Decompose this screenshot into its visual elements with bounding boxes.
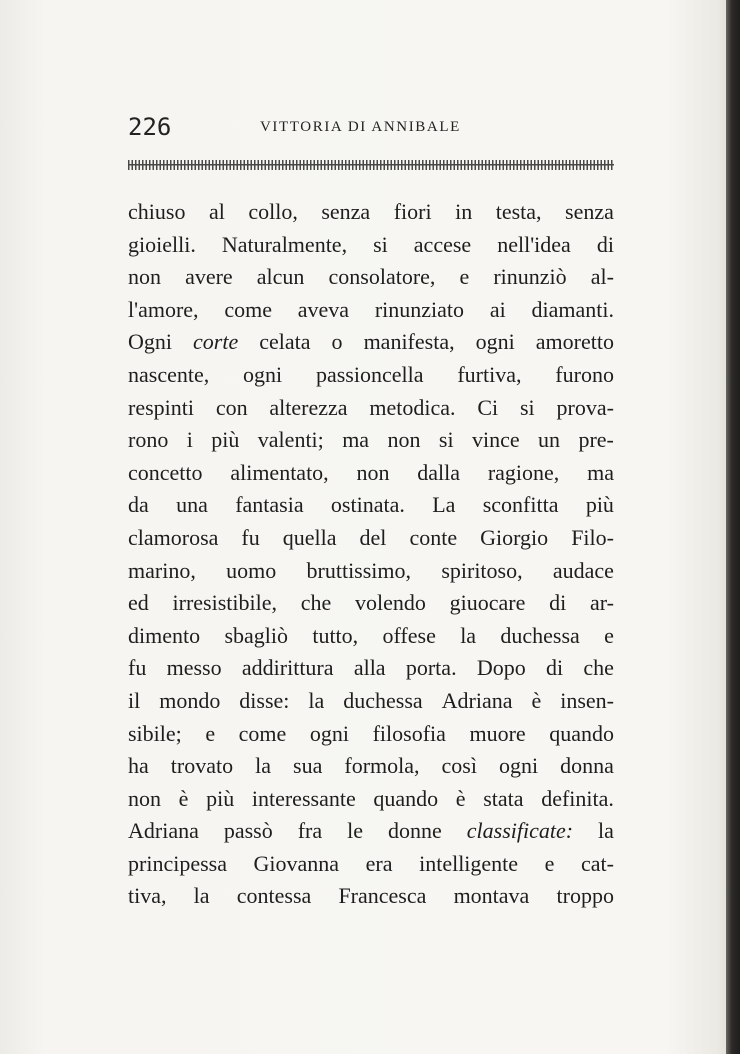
- word: accese: [413, 231, 472, 257]
- text-line: [128, 489, 614, 522]
- word: ha: [128, 753, 149, 779]
- word: e: [459, 264, 470, 290]
- word: diamanti.: [531, 296, 614, 322]
- word: fu: [128, 655, 147, 681]
- word: tutto,: [312, 622, 359, 648]
- word: nascente,: [128, 361, 210, 387]
- word: più: [206, 785, 235, 811]
- word: amoretto: [535, 329, 614, 355]
- word: interessante: [251, 785, 356, 811]
- word: uomo: [226, 557, 277, 583]
- word: passioncella: [315, 361, 424, 387]
- word: Ci: [477, 394, 499, 420]
- text-line: [128, 196, 614, 229]
- text-line: [128, 848, 614, 881]
- text-line: [128, 326, 614, 359]
- word: sconfitta: [482, 492, 559, 518]
- word: montava: [453, 883, 530, 909]
- text-line: [128, 718, 614, 751]
- word: la: [193, 883, 210, 909]
- word: filosofia: [372, 720, 446, 746]
- word: o: [331, 329, 343, 355]
- word: rono: [128, 427, 169, 453]
- word: la: [460, 622, 477, 648]
- word: tiva,: [128, 883, 167, 909]
- word: concetto: [128, 459, 203, 485]
- word: sua: [293, 753, 323, 779]
- word: offese: [382, 622, 436, 648]
- word: alimentato,: [230, 459, 329, 485]
- word: testa,: [495, 199, 542, 224]
- word: spiritoso,: [441, 557, 523, 583]
- word: con: [215, 394, 248, 420]
- word: La: [432, 492, 456, 518]
- word: furtiva,: [457, 361, 522, 387]
- word: alcun: [256, 264, 305, 290]
- word: è: [178, 785, 189, 811]
- word: ma: [342, 427, 370, 453]
- word: rinunziò: [493, 264, 567, 290]
- word: quando: [373, 785, 439, 811]
- word: e: [604, 622, 614, 648]
- word: ogni: [243, 361, 283, 387]
- word: conte: [409, 524, 458, 550]
- word: chiuso: [128, 199, 186, 224]
- word: ma: [587, 459, 614, 485]
- word: furono: [555, 361, 614, 387]
- word: ogni: [475, 329, 515, 355]
- word: corte: [193, 329, 239, 355]
- word: sibile;: [128, 720, 182, 746]
- word: senza: [321, 199, 371, 224]
- word: si: [519, 394, 535, 420]
- word: come: [224, 296, 272, 322]
- word: Ogni: [128, 329, 172, 355]
- word: di: [549, 590, 567, 616]
- page-edge-shadow: [726, 0, 740, 1054]
- word: al: [208, 199, 225, 224]
- word: ogni: [499, 753, 539, 779]
- word: insen-: [560, 687, 614, 713]
- word: avere: [185, 264, 233, 290]
- word: prova-: [556, 394, 614, 420]
- word: Dopo: [476, 655, 526, 681]
- word: era: [365, 850, 393, 876]
- word: fantasia: [235, 492, 304, 518]
- text-line: [128, 783, 614, 816]
- word: ed: [128, 590, 149, 616]
- word: donne: [388, 818, 442, 844]
- page-header: [128, 113, 614, 147]
- text-line: [128, 685, 614, 718]
- word: contessa: [236, 883, 312, 909]
- word: ar-: [589, 590, 614, 616]
- word: bruttissimo,: [306, 557, 412, 583]
- text-line: [128, 359, 614, 392]
- decorative-rule: [128, 160, 614, 170]
- word: come: [238, 720, 287, 746]
- word: fiori: [393, 199, 432, 224]
- word: Giovanna: [253, 850, 340, 876]
- word: formola,: [344, 753, 420, 779]
- word: da: [128, 492, 149, 518]
- word: più: [585, 492, 614, 518]
- word: si: [438, 427, 454, 453]
- word: la: [598, 818, 614, 844]
- word: di: [596, 231, 614, 257]
- word: nell'idea: [497, 231, 571, 257]
- word: senza: [565, 199, 614, 224]
- word: al-: [590, 264, 614, 290]
- word: non: [356, 459, 390, 485]
- text-line: [128, 652, 614, 685]
- word: gioielli.: [128, 231, 196, 257]
- text-line: [128, 620, 614, 653]
- word: in: [455, 199, 473, 224]
- word: e: [544, 850, 555, 876]
- word: giuocare: [449, 590, 526, 616]
- word: marino,: [128, 557, 196, 583]
- word: troppo: [556, 883, 614, 909]
- word: più: [211, 427, 240, 453]
- word: definita.: [541, 785, 614, 811]
- text-line: [128, 555, 614, 588]
- word: celata: [259, 329, 311, 355]
- word: l'amore,: [128, 296, 199, 322]
- word: irresistibile,: [172, 590, 277, 616]
- word: messo: [166, 655, 222, 681]
- word: volendo: [354, 590, 426, 616]
- text-line: [128, 261, 614, 294]
- text-line: [128, 587, 614, 620]
- word: addirittura: [241, 655, 334, 681]
- word: metodica.: [369, 394, 456, 420]
- word: si: [373, 231, 388, 257]
- word: dimento: [128, 622, 201, 648]
- word: Giorgio: [480, 524, 549, 550]
- word: intelligente: [419, 850, 519, 876]
- word: respinti: [128, 394, 194, 420]
- word: che: [300, 590, 332, 616]
- word: donna: [560, 753, 614, 779]
- word: sbagliò: [224, 622, 288, 648]
- text-line: [128, 457, 614, 490]
- word: di: [546, 655, 564, 681]
- body-text: [128, 196, 614, 913]
- word: la: [308, 687, 325, 713]
- word: Filo-: [571, 524, 614, 550]
- word: che: [583, 655, 614, 681]
- word: muore: [469, 720, 526, 746]
- word: passò: [223, 818, 273, 844]
- running-head: VITTORIA DI ANNIBALE: [260, 119, 461, 135]
- text-line: [128, 750, 614, 783]
- word: audace: [552, 557, 614, 583]
- word: clamorosa: [128, 524, 219, 550]
- word: è: [531, 687, 542, 713]
- word: fra: [297, 818, 323, 844]
- word: non: [387, 427, 421, 453]
- page-number: 226: [128, 113, 172, 141]
- word: fu: [241, 524, 260, 550]
- word: principessa: [128, 850, 227, 876]
- word: cat-: [580, 850, 614, 876]
- word: non: [128, 264, 161, 290]
- word: non: [128, 785, 161, 811]
- word: disse:: [239, 687, 290, 713]
- word: ostinata.: [330, 492, 405, 518]
- text-line: [128, 424, 614, 457]
- word: Naturalmente,: [221, 231, 348, 257]
- word: manifesta,: [363, 329, 455, 355]
- word: mondo: [159, 687, 221, 713]
- word: alla: [353, 655, 386, 681]
- word: alterezza: [269, 394, 348, 420]
- word: Francesca: [338, 883, 427, 909]
- word: vince: [471, 427, 520, 453]
- word: trovato: [170, 753, 234, 779]
- word: una: [176, 492, 208, 518]
- word: ragione,: [487, 459, 560, 485]
- word: stata: [483, 785, 524, 811]
- word: porta.: [405, 655, 457, 681]
- word: rinunziato: [374, 296, 465, 322]
- word: Adriana: [128, 818, 199, 844]
- text-line: [128, 815, 614, 848]
- word: un: [538, 427, 561, 453]
- text-line: [128, 392, 614, 425]
- word: ai: [489, 296, 506, 322]
- word: collo,: [248, 199, 298, 224]
- word: duchessa: [500, 622, 580, 648]
- word: quella: [282, 524, 337, 550]
- text-line: [128, 522, 614, 555]
- word: pre-: [578, 427, 614, 453]
- word: dalla: [417, 459, 461, 485]
- text-line: [128, 229, 614, 262]
- text-line: [128, 294, 614, 327]
- word: duchessa: [343, 687, 423, 713]
- word: aveva: [297, 296, 350, 322]
- word: classificate:: [466, 818, 574, 844]
- word: è: [455, 785, 466, 811]
- word: la: [255, 753, 272, 779]
- word: del: [359, 524, 387, 550]
- word: così: [441, 753, 477, 779]
- word: i: [186, 427, 193, 453]
- word: ogni: [309, 720, 350, 746]
- word: il: [128, 687, 141, 713]
- word: consolatore,: [328, 264, 436, 290]
- word: e: [205, 720, 216, 746]
- word: le: [347, 818, 364, 844]
- word: quando: [549, 720, 614, 746]
- word: valenti;: [257, 427, 324, 453]
- word: Adriana: [441, 687, 513, 713]
- text-line: [128, 880, 614, 913]
